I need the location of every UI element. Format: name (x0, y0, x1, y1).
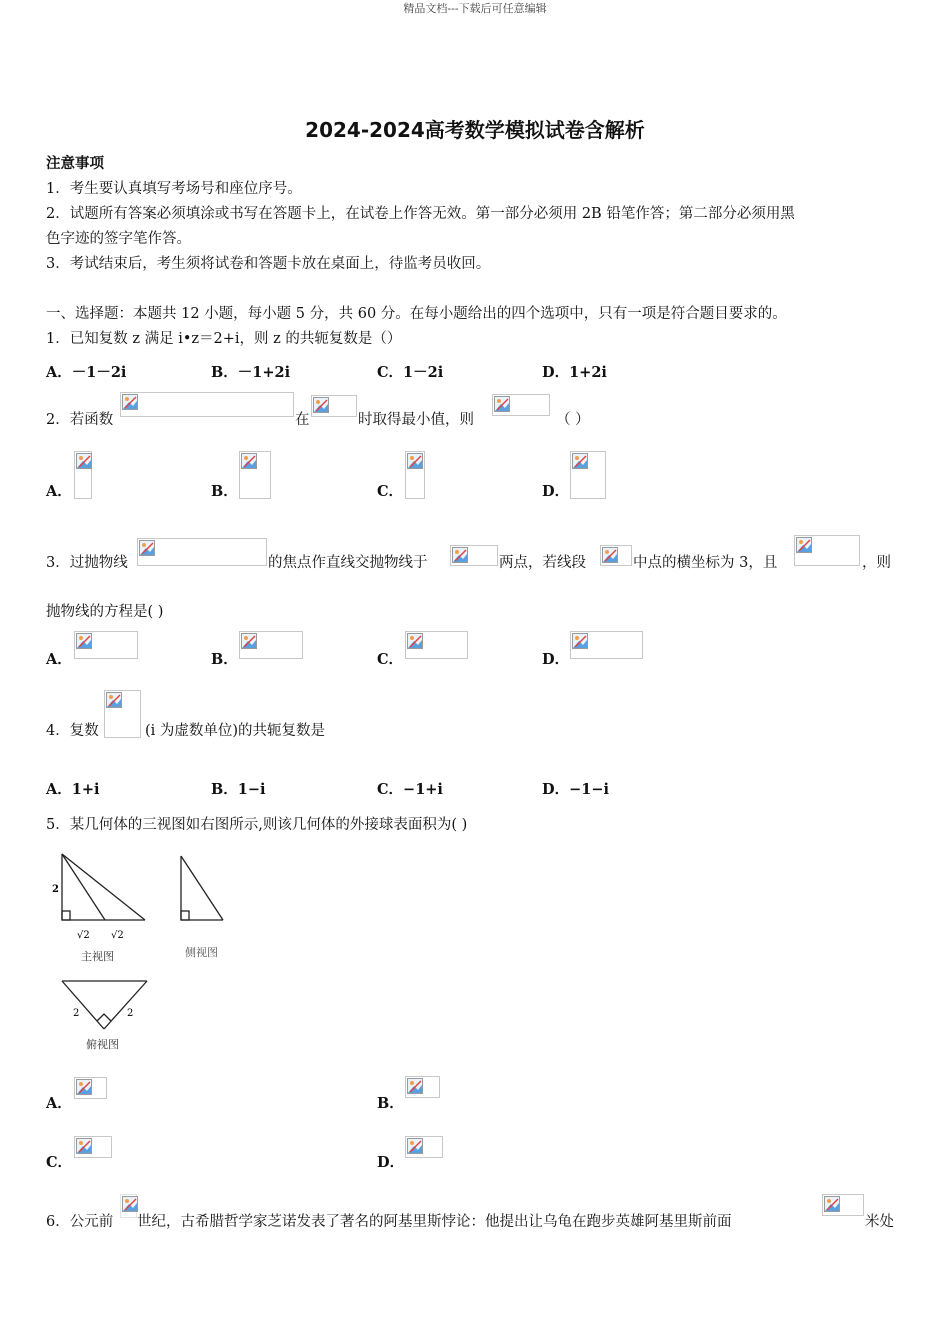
notice-item: 色字迹的签字笔作答。 (46, 231, 191, 247)
q2-formula-image (311, 395, 357, 417)
q6-formula-image (822, 1194, 864, 1216)
broken-image-icon (241, 633, 257, 649)
q3-label-c: C． (377, 651, 404, 668)
q5-option-d-image (405, 1136, 443, 1158)
q3-text-2: 的焦点作直线交抛物线于 (268, 555, 428, 571)
q3-formula-image (794, 535, 860, 566)
q6-text-3: 米处 (865, 1214, 894, 1230)
broken-image-icon (76, 453, 92, 469)
q4-option-d: D．−1−i (542, 781, 609, 798)
q3-option-b-image (239, 631, 303, 659)
q3-text-1: 3．过抛物线 (46, 555, 128, 571)
q6-text-2: 世纪，古希腊哲学家芝诺发表了著名的阿基里斯悖论：他提出让乌龟在跑步英雄阿基里斯前面 (137, 1214, 732, 1230)
q2-formula-image (492, 394, 550, 416)
q2-option-a-image (74, 451, 92, 499)
notice-heading: 注意事项 (46, 155, 104, 172)
broken-image-icon (407, 1138, 423, 1154)
q3-text-4: 中点的横坐标为 3，且 (633, 555, 778, 571)
q5-option-a-image (74, 1077, 107, 1099)
q4-text-2: (i 为虚数单位)的共轭复数是 (145, 723, 326, 739)
q3-option-a-image (74, 631, 138, 659)
three-view-figure (45, 848, 245, 1058)
q3-text-3: 两点，若线段 (499, 555, 586, 571)
broken-image-icon (139, 540, 155, 556)
broken-image-icon (313, 397, 329, 413)
top-view (62, 981, 147, 1029)
broken-image-icon (407, 633, 423, 649)
front-base-label: √2 (77, 930, 90, 941)
top-edge-label: 2 (127, 1008, 134, 1019)
top-view-label: 俯视图 (86, 1038, 119, 1051)
broken-image-icon (572, 633, 588, 649)
q2-label-b: B． (211, 483, 238, 500)
q2-text-3: 时取得最小值，则 (358, 412, 474, 428)
q2-option-b-image (239, 451, 271, 499)
q3-formula-image (450, 545, 498, 566)
broken-image-icon (106, 692, 122, 708)
broken-image-icon (824, 1196, 840, 1212)
broken-image-icon (452, 547, 468, 563)
broken-image-icon (407, 1078, 423, 1094)
q5-option-b-image (405, 1076, 440, 1098)
q2-text-2: 在 (295, 412, 310, 428)
page-header: 精品文档---下载后可任意编辑 (403, 2, 547, 15)
q4-option-b: B．1−i (211, 781, 266, 798)
notice-item: 3．考试结束后，考生须将试卷和答题卡放在桌面上，待监考员收回。 (46, 256, 491, 272)
front-view (62, 854, 145, 920)
page-title: 2024-2024高考数学模拟试卷含解析 (305, 118, 645, 142)
q3-text-5: ，则 (862, 555, 891, 571)
broken-image-icon (602, 547, 618, 563)
q1-stem: 1．已知复数 z 满足 i•z＝2+i，则 z 的共轭复数是（） (46, 331, 402, 347)
q2-label-c: C． (377, 483, 404, 500)
broken-image-icon (122, 1196, 138, 1212)
q2-formula-image (120, 392, 294, 417)
broken-image-icon (494, 396, 510, 412)
side-view (181, 856, 223, 920)
q3-formula-image (137, 538, 267, 566)
q6-formula-image (120, 1194, 137, 1218)
front-view-label: 主视图 (81, 950, 114, 963)
q3-label-d: D． (542, 651, 570, 668)
q1-option-c: C．1－2i (377, 364, 444, 381)
q3-text-line2: 抛物线的方程是( ) (46, 604, 164, 620)
broken-image-icon (407, 453, 423, 469)
q5-label-c: C． (46, 1154, 73, 1171)
q4-text-1: 4．复数 (46, 723, 99, 739)
q5-label-b: B． (377, 1095, 404, 1112)
q5-label-a: A． (46, 1095, 72, 1112)
broken-image-icon (572, 453, 588, 469)
q3-formula-image (600, 545, 632, 566)
q3-option-c-image (405, 631, 468, 659)
q2-option-d-image (570, 451, 606, 499)
section-heading: 一、选择题：本题共 12 小题，每小题 5 分，共 60 分。在每小题给出的四个选项中，只有一项是符合题目要求的。 (46, 306, 787, 322)
q1-option-b: B．－1+2i (211, 364, 291, 381)
broken-image-icon (76, 633, 92, 649)
broken-image-icon (122, 394, 138, 410)
top-edge-label: 2 (73, 1008, 80, 1019)
q3-label-a: A． (46, 651, 72, 668)
q2-label-d: D． (542, 483, 570, 500)
q1-option-d: D．1+2i (542, 364, 607, 381)
q5-label-d: D． (377, 1154, 405, 1171)
q4-option-a: A．1+i (46, 781, 100, 798)
q1-option-a: A．－1－2i (46, 364, 127, 381)
broken-image-icon (796, 537, 812, 553)
q3-option-d-image (570, 631, 643, 659)
notice-item: 1．考生要认真填写考场号和座位序号。 (46, 181, 302, 197)
q4-option-c: C．−1+i (377, 781, 443, 798)
q2-text-1: 2．若函数 (46, 412, 114, 428)
q5-stem: 5．某几何体的三视图如右图所示,则该几何体的外接球表面积为( ) (46, 817, 468, 833)
q5-option-c-image (74, 1136, 112, 1158)
q3-label-b: B． (211, 651, 238, 668)
notice-item: 2．试题所有答案必须填涂或书写在答题卡上，在试卷上作答无效。第一部分必须用 2B 铅笔作答；第二部分必须用黑 (46, 206, 795, 222)
front-height-label: 2 (52, 884, 59, 895)
q4-formula-image (104, 690, 141, 738)
q2-option-c-image (405, 451, 425, 499)
broken-image-icon (241, 453, 257, 469)
broken-image-icon (76, 1079, 92, 1095)
side-view-label: 侧视图 (185, 946, 218, 959)
front-base-label: √2 (111, 930, 124, 941)
q2-label-a: A． (46, 483, 72, 500)
broken-image-icon (76, 1138, 92, 1154)
q2-text-4: （ ） (556, 412, 590, 428)
q6-text-1: 6．公元前 (46, 1214, 114, 1230)
